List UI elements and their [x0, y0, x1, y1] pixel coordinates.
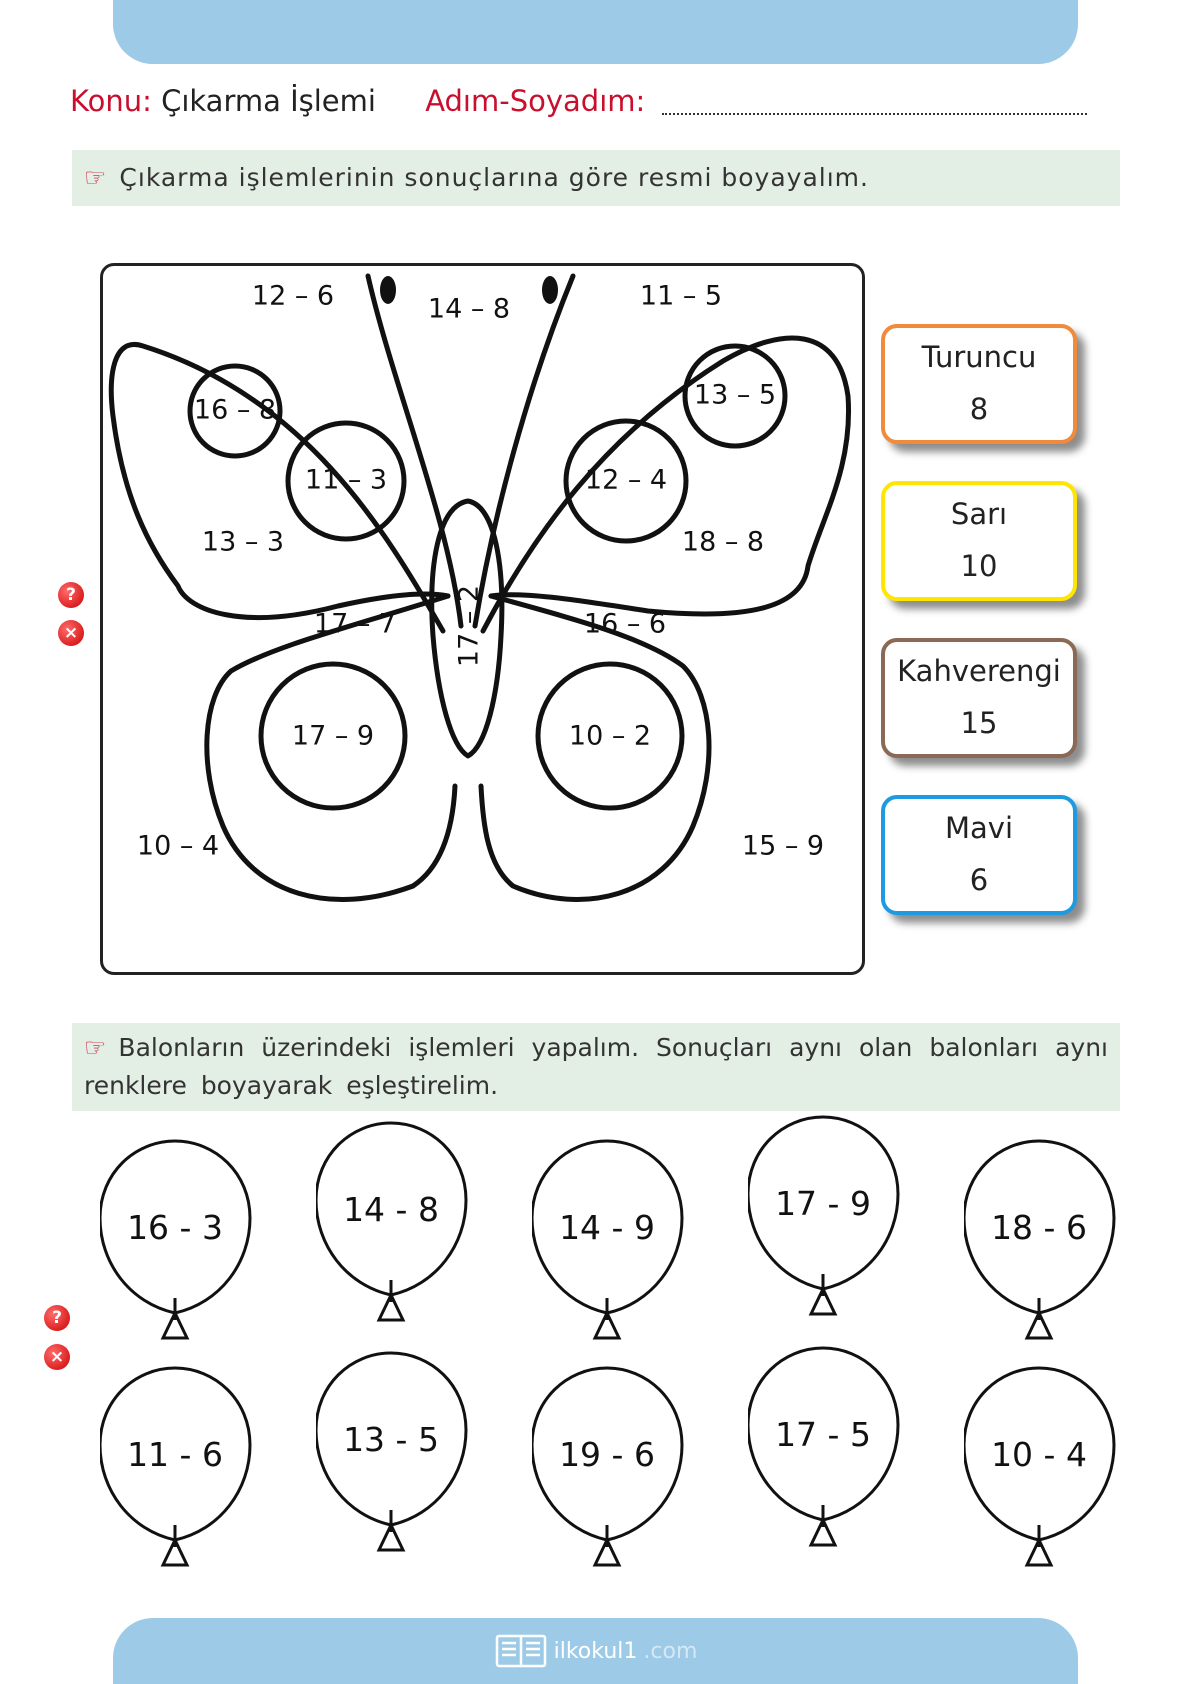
balloon-shape: [100, 1365, 260, 1585]
logo-text: ilkokul1: [553, 1638, 638, 1664]
balloon-shape: [532, 1365, 692, 1585]
color-key-value: 15: [960, 706, 998, 740]
balloon-expression: 11 - 6: [127, 1435, 223, 1474]
butterfly-expression: 13 – 3: [201, 526, 285, 558]
balloon-expression: 18 - 6: [991, 1208, 1087, 1247]
balloon-shape: [748, 1114, 908, 1334]
balloon[interactable]: [964, 1138, 1124, 1358]
butterfly-expression: 14 – 8: [427, 293, 511, 325]
balloon-shape: [964, 1365, 1124, 1585]
butterfly-expression: 16 – 6: [583, 608, 667, 640]
topic-value: Çıkarma İşlemi: [161, 84, 376, 118]
balloon-expression: 10 - 4: [991, 1435, 1087, 1474]
balloon-expression: 19 - 6: [559, 1435, 655, 1474]
site-logo: [494, 1632, 698, 1670]
butterfly-expression: 12 – 6: [251, 280, 335, 312]
color-key-name: Sarı: [950, 497, 1008, 531]
pointing-hand-icon: ☞: [84, 163, 108, 192]
balloon-expression: 14 - 9: [559, 1208, 655, 1247]
help-icon[interactable]: ?: [44, 1305, 70, 1331]
balloon-expression: 16 - 3: [127, 1208, 223, 1247]
close-icon[interactable]: ×: [58, 620, 84, 646]
instruction-second-text: Balonların üzerindeki işlemleri yapalım. Sonuçları aynı olan balonları aynı renklere boyayarak eşleştirelim.: [84, 1033, 1108, 1100]
balloon[interactable]: [748, 1345, 908, 1565]
color-key-orange: [881, 324, 1077, 444]
balloon-shape: [748, 1345, 908, 1565]
instruction-second: [72, 1023, 1120, 1111]
balloon-expression: 17 - 5: [775, 1415, 871, 1454]
name-label: Adım-Soyadım:: [425, 84, 646, 118]
color-key-blue: [881, 795, 1077, 915]
balloon-expression: 13 - 5: [343, 1420, 439, 1459]
pointing-hand-icon: ☞: [84, 1033, 107, 1062]
balloon-shape: [100, 1138, 260, 1358]
butterfly-expression: 10 – 4: [136, 830, 220, 862]
color-key-value: 8: [969, 392, 989, 426]
balloon[interactable]: [532, 1365, 692, 1585]
bottom-banner: [113, 1618, 1078, 1684]
instruction-first: [72, 150, 1120, 206]
top-banner: [113, 0, 1078, 64]
topic-label: Konu:: [70, 84, 152, 118]
butterfly-expression: 12 – 4: [584, 464, 668, 496]
butterfly-expression: 10 – 2: [568, 720, 652, 752]
balloon-expression: 14 - 8: [343, 1190, 439, 1229]
balloon[interactable]: [316, 1350, 476, 1570]
butterfly-expression: 17 – 2: [453, 584, 485, 668]
color-key-name: Turuncu: [921, 340, 1037, 374]
butterfly-expression: 16 – 8: [193, 394, 277, 426]
balloon[interactable]: [964, 1365, 1124, 1585]
color-key-brown: [881, 638, 1077, 758]
color-key-name: Mavi: [944, 811, 1013, 845]
butterfly-expression: 11 – 3: [304, 464, 388, 496]
close-icon[interactable]: ×: [44, 1344, 70, 1370]
balloon[interactable]: [100, 1138, 260, 1358]
butterfly-expression: 11 – 5: [639, 280, 723, 312]
butterfly-outline: [103, 266, 868, 978]
color-key-yellow: [881, 481, 1077, 601]
butterfly-expression: 18 – 8: [681, 526, 765, 558]
name-field-line[interactable]: [662, 91, 1087, 115]
balloon-shape: [316, 1350, 476, 1570]
balloon[interactable]: [316, 1120, 476, 1340]
instruction-first-text: Çıkarma işlemlerinin sonuçlarına göre resmi boyayalım.: [119, 163, 869, 192]
logo-suffix: .com: [643, 1638, 698, 1664]
butterfly-expression: 17 – 7: [313, 608, 397, 640]
balloon-shape: [532, 1138, 692, 1358]
balloon-expression: 17 - 9: [775, 1184, 871, 1223]
butterfly-picture: [100, 263, 865, 975]
help-icon[interactable]: ?: [58, 582, 84, 608]
balloon[interactable]: [748, 1114, 908, 1334]
book-icon: [494, 1632, 548, 1670]
balloon[interactable]: [100, 1365, 260, 1585]
butterfly-expression: 13 – 5: [693, 379, 777, 411]
balloon[interactable]: [532, 1138, 692, 1358]
color-key-value: 6: [969, 863, 989, 897]
balloon-shape: [316, 1120, 476, 1340]
color-key-name: Kahverengi: [897, 654, 1061, 688]
butterfly-expression: 15 – 9: [741, 830, 825, 862]
balloon-shape: [964, 1138, 1124, 1358]
color-key-value: 10: [960, 549, 998, 583]
worksheet-header: [70, 84, 1087, 118]
butterfly-expression: 17 – 9: [291, 720, 375, 752]
